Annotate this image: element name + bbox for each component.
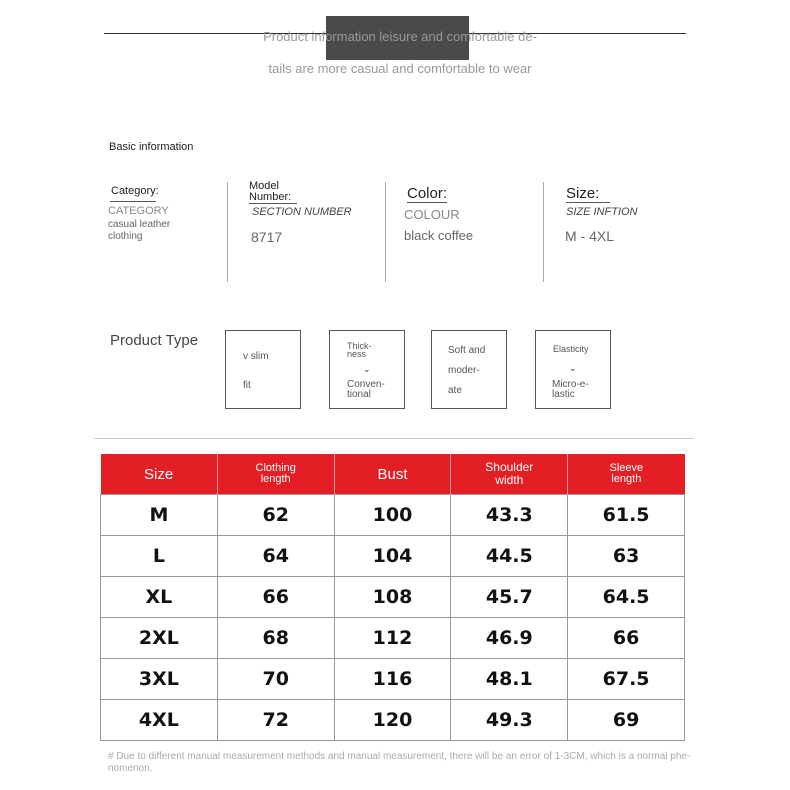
table-row xyxy=(101,618,685,659)
table-row xyxy=(101,577,685,618)
info-divider-1 xyxy=(227,182,228,282)
header-size-text: Size xyxy=(144,465,174,483)
cell-sleeve-length: 63 xyxy=(568,536,685,577)
type-box-elasticity xyxy=(535,330,611,409)
type-box-fit-line-1: v slim xyxy=(243,351,269,362)
type-box-thickness xyxy=(329,330,405,409)
cell-size: M xyxy=(101,495,218,536)
type-box-softness xyxy=(431,330,507,409)
header-shoulder-width-line-1: Shoulder xyxy=(485,460,534,474)
cell-size: L xyxy=(101,536,218,577)
table-row xyxy=(101,659,685,700)
cell-size: XL xyxy=(101,577,218,618)
cell-size: 3XL xyxy=(101,659,218,700)
category-value-1: casual leather xyxy=(108,219,171,230)
table-row xyxy=(101,700,685,741)
cell-shoulder-width: 43.3 xyxy=(451,495,568,536)
cell-bust: 104 xyxy=(334,536,451,577)
size-chart-table xyxy=(100,454,685,741)
header-size xyxy=(101,454,218,495)
model-value: 8717 xyxy=(251,229,283,245)
type-box-thickness-top-2: ness xyxy=(347,349,367,359)
type-box-softness-line-2: moder- xyxy=(448,365,480,376)
cell-bust: 112 xyxy=(334,618,451,659)
model-sub: SECTION NUMBER xyxy=(252,206,352,218)
header-sleeve-length-line-1: Sleeve xyxy=(609,462,644,474)
header-bust xyxy=(334,454,451,495)
cell-clothing-length: 70 xyxy=(217,659,334,700)
info-divider-3 xyxy=(543,182,544,282)
basic-information-title: Basic information xyxy=(109,141,194,153)
info-divider-2 xyxy=(385,182,386,282)
cell-clothing-length: 62 xyxy=(217,495,334,536)
header-shoulder-width-line-2: width xyxy=(495,473,524,487)
cell-clothing-length: 64 xyxy=(217,536,334,577)
cell-clothing-length: 72 xyxy=(217,700,334,741)
color-sub: COLOUR xyxy=(404,207,460,222)
size-underline xyxy=(566,202,610,203)
cell-sleeve-length: 66 xyxy=(568,618,685,659)
cell-size: 4XL xyxy=(101,700,218,741)
category-sub: CATEGORY xyxy=(108,205,169,217)
type-box-thickness-bottom-2: tional xyxy=(347,389,371,400)
size-sub: SIZE INFTION xyxy=(566,206,638,218)
header-clothing-length-line-1: Clothing xyxy=(255,462,296,474)
cell-size: 2XL xyxy=(101,618,218,659)
cell-shoulder-width: 46.9 xyxy=(451,618,568,659)
model-label-2: Number: xyxy=(249,191,292,203)
type-box-thickness-top-1: Thick- xyxy=(347,341,372,351)
header-sleeve-length xyxy=(568,454,685,495)
model-label-1: Model xyxy=(249,180,279,192)
header-shoulder-width xyxy=(451,454,568,495)
cell-bust: 116 xyxy=(334,659,451,700)
cell-shoulder-width: 44.5 xyxy=(451,536,568,577)
size-value: M - 4XL xyxy=(565,228,615,244)
type-box-thickness-bottom-1: Conven- xyxy=(347,379,385,390)
category-label: Category: xyxy=(111,185,159,197)
table-header-row xyxy=(101,454,685,495)
table-row xyxy=(101,495,685,536)
header-clothing-length xyxy=(217,454,334,495)
chevron-down-icon: ⌄ xyxy=(363,364,371,374)
cell-sleeve-length: 61.5 xyxy=(568,495,685,536)
size-label: Size: xyxy=(566,185,600,202)
cell-shoulder-width: 48.1 xyxy=(451,659,568,700)
type-box-softness-line-3: ate xyxy=(448,385,462,396)
type-box-elasticity-bottom-2: lastic xyxy=(552,389,575,400)
cell-clothing-length: 66 xyxy=(217,577,334,618)
cell-bust: 100 xyxy=(334,495,451,536)
type-box-elasticity-top-1: Elasticity xyxy=(553,344,589,354)
section-separator xyxy=(94,438,694,439)
chevron-down-icon: ⌄ xyxy=(569,363,577,373)
category-underline xyxy=(110,201,156,202)
cell-sleeve-length: 64.5 xyxy=(568,577,685,618)
intro-line-2: tails are more casual and comfortable to wear xyxy=(268,61,532,76)
cell-shoulder-width: 45.7 xyxy=(451,577,568,618)
color-label: Color: xyxy=(407,185,448,202)
product-type-title: Product Type xyxy=(110,332,199,349)
type-box-softness-line-1: Soft and xyxy=(448,345,486,356)
color-value: black coffee xyxy=(404,228,474,243)
header-bust-text: Bust xyxy=(377,465,408,483)
measurement-footnote: # Due to different manual measurement methods and manual measurement, there will be an error of 1-3CM, which is a normal phe-nomenon. xyxy=(108,751,691,774)
type-box-fit-line-2: fit xyxy=(243,380,251,391)
header-sleeve-length-line-2: length xyxy=(611,473,642,485)
cell-bust: 108 xyxy=(334,577,451,618)
type-box-elasticity-bottom-1: Micro-e- xyxy=(552,379,589,390)
header-clothing-length-line-2: length xyxy=(260,473,291,485)
intro-line-1: Product information leisure and comfortable de- xyxy=(263,29,537,44)
category-value-2: clothing xyxy=(108,231,143,242)
cell-bust: 120 xyxy=(334,700,451,741)
table-row xyxy=(101,536,685,577)
type-box-fit xyxy=(225,330,301,409)
cell-sleeve-length: 67.5 xyxy=(568,659,685,700)
color-underline xyxy=(407,202,447,203)
cell-sleeve-length: 69 xyxy=(568,700,685,741)
model-underline xyxy=(249,203,297,204)
cell-shoulder-width: 49.3 xyxy=(451,700,568,741)
cell-clothing-length: 68 xyxy=(217,618,334,659)
